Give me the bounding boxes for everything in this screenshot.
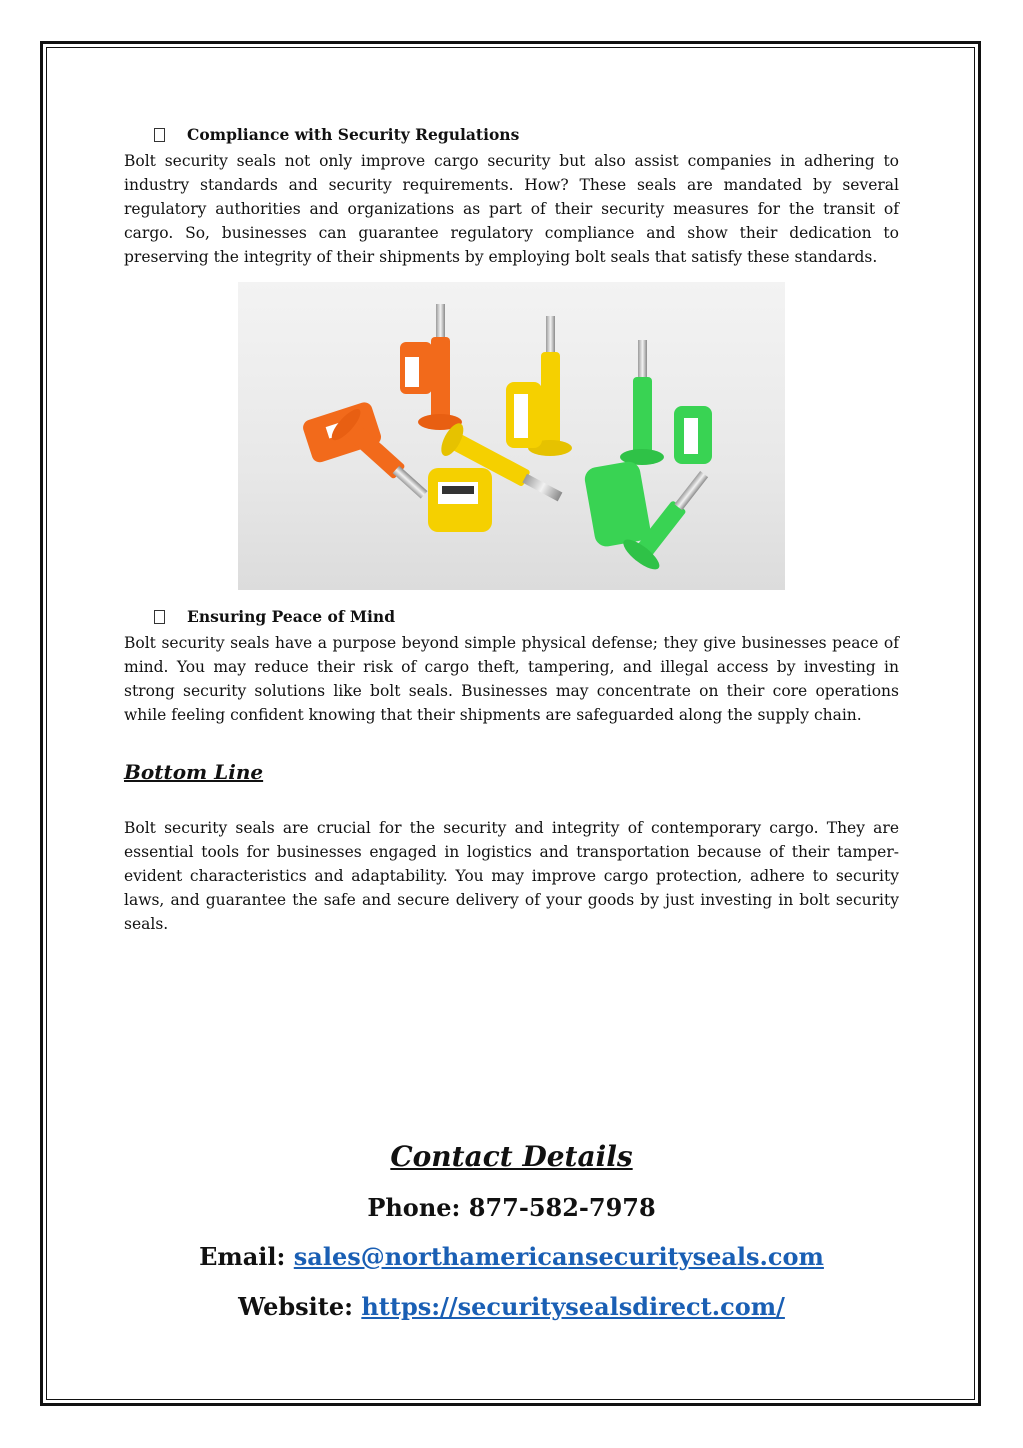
- email-label: Email:: [199, 1242, 286, 1271]
- contact-email: [0, 1240, 1023, 1274]
- bottom-line-body: Bolt security seals are crucial for the security and integrity of contemporary cargo. They are essential tools for businesses engaged in logistics and transportation because of their tamper-evident characteristics and adaptability. You may improve cargo protection, adhere to security laws, and guarantee the safe and secure delivery of your goods by just investing in bolt security seals.: [124, 819, 899, 933]
- bolt-seals-photo: [238, 282, 785, 590]
- contact-heading: Contact Details: [390, 1140, 633, 1173]
- contact-phone: [0, 1191, 1023, 1225]
- yellow-barrel-front: [428, 468, 492, 532]
- bullet-glyph-icon: [154, 128, 165, 142]
- section-body-compliance: Bolt security seals not only improve cargo security but also assist companies in adhering to industry standards and security requirements. How? These seals are mandated by several regulatory authorities and organizations as part of their security measures for the transit of cargo. So, businesses can guarantee regulatory compliance and show their dedication to preserving the integrity of their shipments by employing bolt seals that satisfy these standards.: [124, 152, 899, 266]
- section-body-peace-of-mind: Bolt security seals have a purpose beyond simple physical defense; they give businesses peace of mind. You may reduce their risk of cargo theft, tampering, and illegal access by investing in strong security solutions like bolt seals. Businesses may concentrate on their core operations while feeling confident knowing that their shipments are safeguarded along the supply chain.: [124, 634, 899, 724]
- section-heading-text: Compliance with Security Regulations: [187, 125, 520, 144]
- contact-website: [0, 1290, 1023, 1324]
- website-link[interactable]: https://securitysealsdirect.com/: [361, 1292, 785, 1321]
- green-barrel-standing: [674, 406, 712, 464]
- yellow-barrel-standing: [506, 382, 542, 448]
- bottom-line-heading: Bottom Line: [124, 760, 264, 784]
- phone-label: Phone:: [367, 1193, 461, 1222]
- section-heading-text: Ensuring Peace of Mind: [187, 607, 396, 626]
- orange-barrel-standing: [400, 342, 432, 394]
- green-bolt-standing: [620, 340, 664, 465]
- green-barrel-lying: [583, 460, 652, 549]
- section-heading-peace-of-mind: [124, 606, 395, 628]
- bullet-glyph-icon: [154, 610, 165, 624]
- website-label: Website:: [238, 1292, 353, 1321]
- email-link[interactable]: sales@northamericansecurityseals.com: [293, 1242, 824, 1271]
- section-heading-compliance: [124, 124, 519, 146]
- phone-number: 877-582-7978: [468, 1193, 656, 1222]
- bolt-seals-illustration: [238, 282, 785, 590]
